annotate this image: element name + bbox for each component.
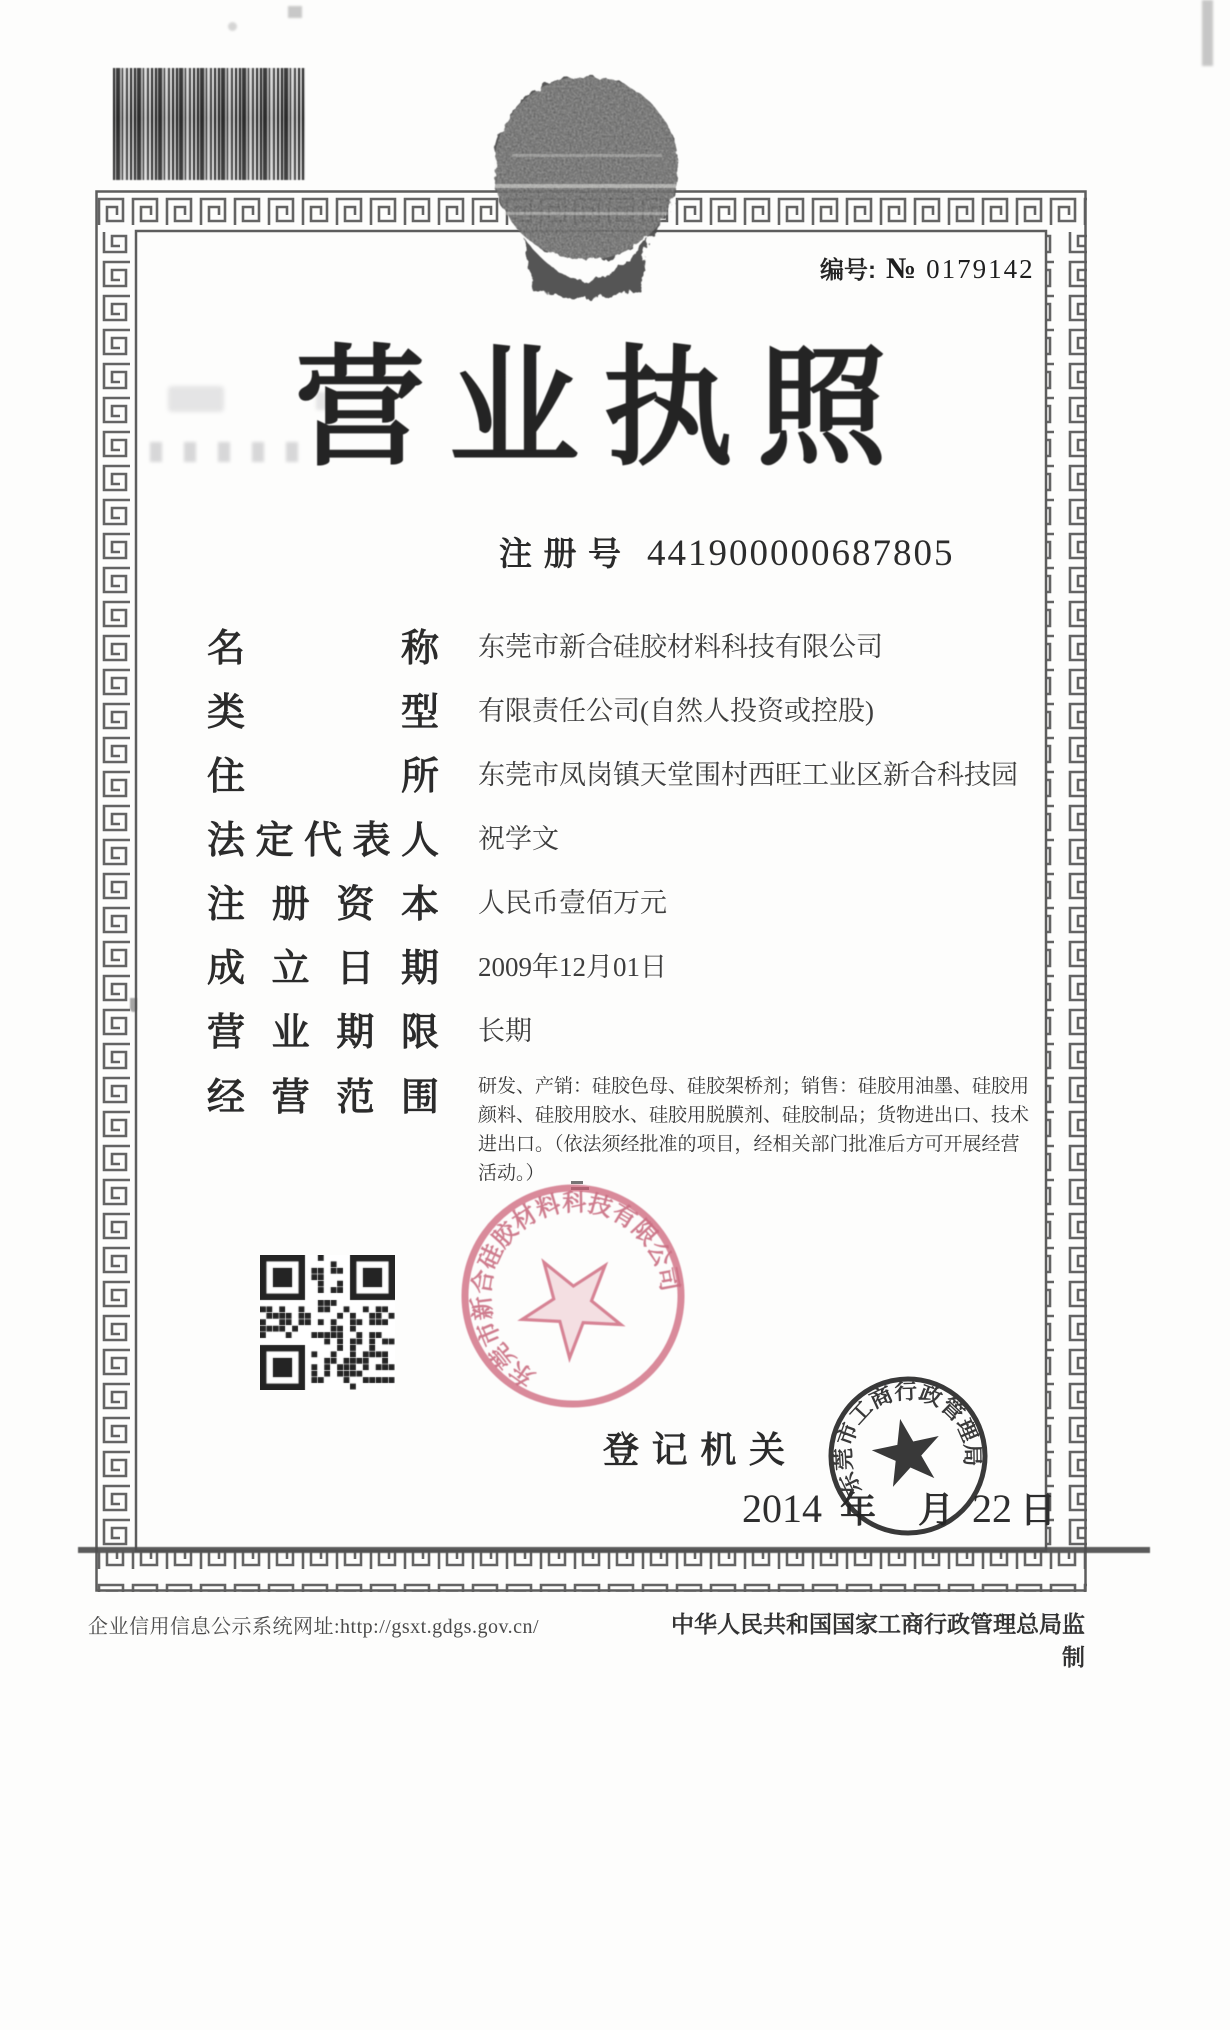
scope-line: 颜料、硅胶用胶水、硅胶用脱膜剂、硅胶制品；货物进出口、技术 — [478, 1105, 1030, 1126]
field-row — [207, 740, 1029, 804]
star-icon — [867, 1412, 948, 1490]
field-label: 名 称 — [207, 627, 439, 670]
scan-smudge — [1202, 0, 1213, 66]
barcode — [113, 68, 305, 180]
registration-number-value: 441900000687805 — [647, 533, 955, 574]
field-row — [207, 868, 1029, 932]
field-value: 东莞市凤岗镇天堂围村西旺工业区新合科技园 — [478, 759, 1018, 790]
qr-code — [260, 1255, 395, 1390]
field-label: 类 型 — [207, 691, 439, 734]
serial-number: 0179142 — [926, 254, 1035, 284]
company-seal-text: 东莞市新合硅胶材料科技有限公司 — [468, 1189, 684, 1392]
year-unit: 年 — [840, 1489, 877, 1530]
field-value: 祝学文 — [478, 823, 559, 854]
footer-issuing-body: 中华人民共和国国家工商行政管理总局监制 — [671, 1611, 1085, 1670]
authority-stamp — [818, 1366, 998, 1546]
month-unit: 月 — [918, 1489, 955, 1530]
field-row — [207, 804, 1029, 868]
registration-authority-label: 登 记 机 关 — [603, 1429, 785, 1470]
numero-symbol: № — [886, 252, 917, 285]
field-label: 营 业 期 限 — [207, 1011, 439, 1054]
business-scope-text — [478, 1072, 1029, 1188]
field-value: 2009年12月01日 — [478, 951, 667, 982]
field-row — [207, 676, 1029, 740]
registration-number-line — [499, 528, 955, 575]
day-unit: 日 — [1020, 1489, 1057, 1530]
field-value: 人民币壹佰万元 — [478, 887, 667, 918]
field-row — [207, 932, 1029, 996]
issue-year: 2014 — [742, 1486, 822, 1531]
footer-public-info-url: 企业信用信息公示系统网址:http://gsxt.gdgs.gov.cn/ — [88, 1616, 540, 1638]
field-label: 经 营 范 围 — [207, 1077, 439, 1119]
field-label: 注 册 资 本 — [207, 883, 439, 926]
scope-line: 进出口。（依法须经批准的项目，经相关部门批准后方可开展经营 — [478, 1134, 1020, 1155]
national-emblem-icon — [482, 66, 690, 302]
field-row-business-scope — [207, 1066, 1029, 1188]
license-title: 营业执照 — [294, 335, 911, 481]
field-value: 有限责任公司(自然人投资或控股) — [478, 695, 874, 726]
scan-smudge — [228, 22, 237, 31]
field-label: 住 所 — [207, 755, 439, 798]
field-row — [207, 996, 1029, 1060]
scope-line: 活动。） — [478, 1163, 545, 1184]
registration-authority-line — [603, 1422, 785, 1473]
field-row — [207, 612, 1029, 676]
company-seal — [455, 1178, 691, 1414]
field-label: 成 立 日 期 — [207, 947, 439, 990]
serial-label: 编号: — [820, 257, 876, 284]
field-label: 法 定 代 表 人 — [207, 819, 439, 862]
serial-number-line — [820, 250, 1035, 286]
field-rows — [207, 612, 1029, 1188]
field-value: 长期 — [478, 1015, 532, 1046]
authority-stamp-text: 东莞市工商行政管理局 — [832, 1380, 984, 1499]
scope-line: 研发、产销：硅胶色母、硅胶架桥剂；销售：硅胶用油墨、硅胶用 — [478, 1076, 1030, 1097]
registration-number-label: 注 册 号 — [499, 535, 621, 572]
issue-day: 22 — [972, 1486, 1013, 1531]
star-icon — [503, 1235, 637, 1368]
scan-smudge — [288, 6, 302, 18]
field-value: 东莞市新合硅胶材料科技有限公司 — [478, 631, 883, 662]
